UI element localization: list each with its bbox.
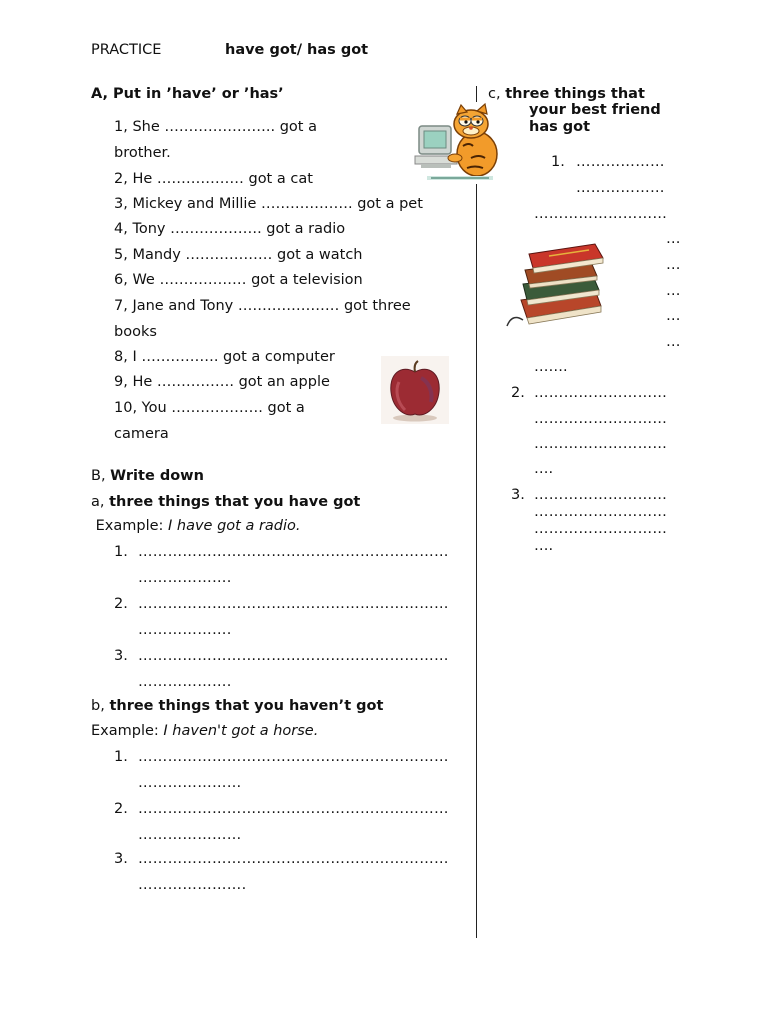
section-c-title-line2: your best friend [529, 102, 661, 118]
part-b-prefix: b, [91, 698, 110, 714]
answer-number: 3. [114, 851, 128, 867]
answer-blank: ……………………… [534, 385, 668, 401]
answer-blank: …. [534, 461, 554, 477]
answer-blank: … [666, 231, 681, 247]
answer-blank: … [666, 283, 681, 299]
answer-blank: … [666, 334, 681, 350]
exercise-line: 4, Tony ………………. got a radio [114, 221, 346, 237]
answer-number: 1. [114, 749, 128, 765]
exercise-line: 10, You ………………. got a [114, 400, 305, 416]
answer-blank: ……………………………………………………… [138, 851, 449, 867]
exercise-line: camera [114, 426, 169, 442]
answer-blank: ………………… [138, 827, 242, 843]
answer-blank: ………………. [138, 570, 232, 586]
exercise-line: 7, Jane and Tony ………………… got three [114, 298, 411, 314]
part-a-prefix: a, [91, 494, 110, 510]
answer-blank: ……………… [576, 154, 665, 170]
exercise-line: 9, He ……………. got an apple [114, 374, 330, 390]
answer-blank: ………………. [138, 622, 232, 638]
exercise-line: 8, I ……………. got a computer [114, 349, 335, 365]
section-a-title: A, Put in ’have’ or ’has’ [91, 86, 284, 102]
section-c-heading [488, 86, 645, 102]
answer-blank: ……………………………………………………… [138, 749, 449, 765]
answer-blank: ……………………………………………………… [138, 801, 449, 817]
answer-number: 2. [511, 385, 525, 401]
page-title: have got/ has got [225, 42, 369, 58]
section-c-title-line1: three things that [505, 86, 645, 102]
answer-blank: ……………………… [534, 521, 668, 537]
exercise-line: brother. [114, 145, 171, 161]
answer-blank: … [666, 257, 681, 273]
answer-blank: ………………… [138, 775, 242, 791]
part-b-title: three things that you haven’t got [109, 698, 384, 714]
example-label: Example: [91, 723, 164, 739]
books-illustration [503, 232, 611, 330]
answer-number: 2. [114, 596, 128, 612]
answer-blank: ……………………… [534, 504, 668, 520]
example-text: I have got a radio. [168, 518, 301, 534]
answer-blank: ………………. [138, 674, 232, 690]
answer-blank: ……………………… [534, 436, 668, 452]
part-a-example [91, 518, 301, 534]
section-b-prefix: B, [91, 468, 111, 484]
answer-blank: ……………………… [534, 411, 668, 427]
example-label: Example: [91, 518, 169, 534]
answer-number: 1. [551, 154, 565, 170]
answer-blank: ……………………… [534, 206, 668, 222]
garfield-computer-illustration [411, 102, 511, 184]
answer-blank: … [666, 308, 681, 324]
answer-blank: …. [534, 538, 554, 554]
exercise-line: 6, We ……………… got a television [114, 272, 363, 288]
column-divider [476, 86, 477, 938]
answer-number: 3. [114, 648, 128, 664]
section-c-prefix: c, [488, 86, 506, 102]
exercise-line: 5, Mandy ……………… got a watch [114, 247, 363, 263]
answer-number: 3. [511, 487, 525, 503]
answer-blank: ……………………………………………………… [138, 596, 449, 612]
answer-blank: ……………… [576, 180, 665, 196]
answer-blank: ……………………………………………………… [138, 544, 449, 560]
answer-number: 2. [114, 801, 128, 817]
answer-blank: ……………………………………………………… [138, 648, 449, 664]
answer-number: 1. [114, 544, 128, 560]
header-practice: PRACTICE [91, 42, 162, 58]
section-b-title: Write down [110, 468, 204, 484]
part-a-heading [91, 494, 360, 510]
section-b-heading [91, 468, 204, 484]
section-c-title-line3: has got [529, 119, 591, 135]
example-text: I haven't got a horse. [163, 723, 319, 739]
exercise-line: 3, Mickey and Millie ………………. got a pet [114, 196, 423, 212]
answer-blank: ……………………… [534, 487, 668, 503]
part-b-example [91, 723, 318, 739]
apple-illustration [381, 356, 449, 424]
exercise-line: 2, He ……………… got a cat [114, 171, 313, 187]
answer-blank: …………………. [138, 877, 247, 893]
part-a-title: three things that you have got [109, 494, 361, 510]
part-b-heading [91, 698, 383, 714]
exercise-line: 1, She ………………….. got a [114, 119, 317, 135]
answer-blank: ……. [534, 359, 568, 375]
exercise-line: books [114, 324, 157, 340]
